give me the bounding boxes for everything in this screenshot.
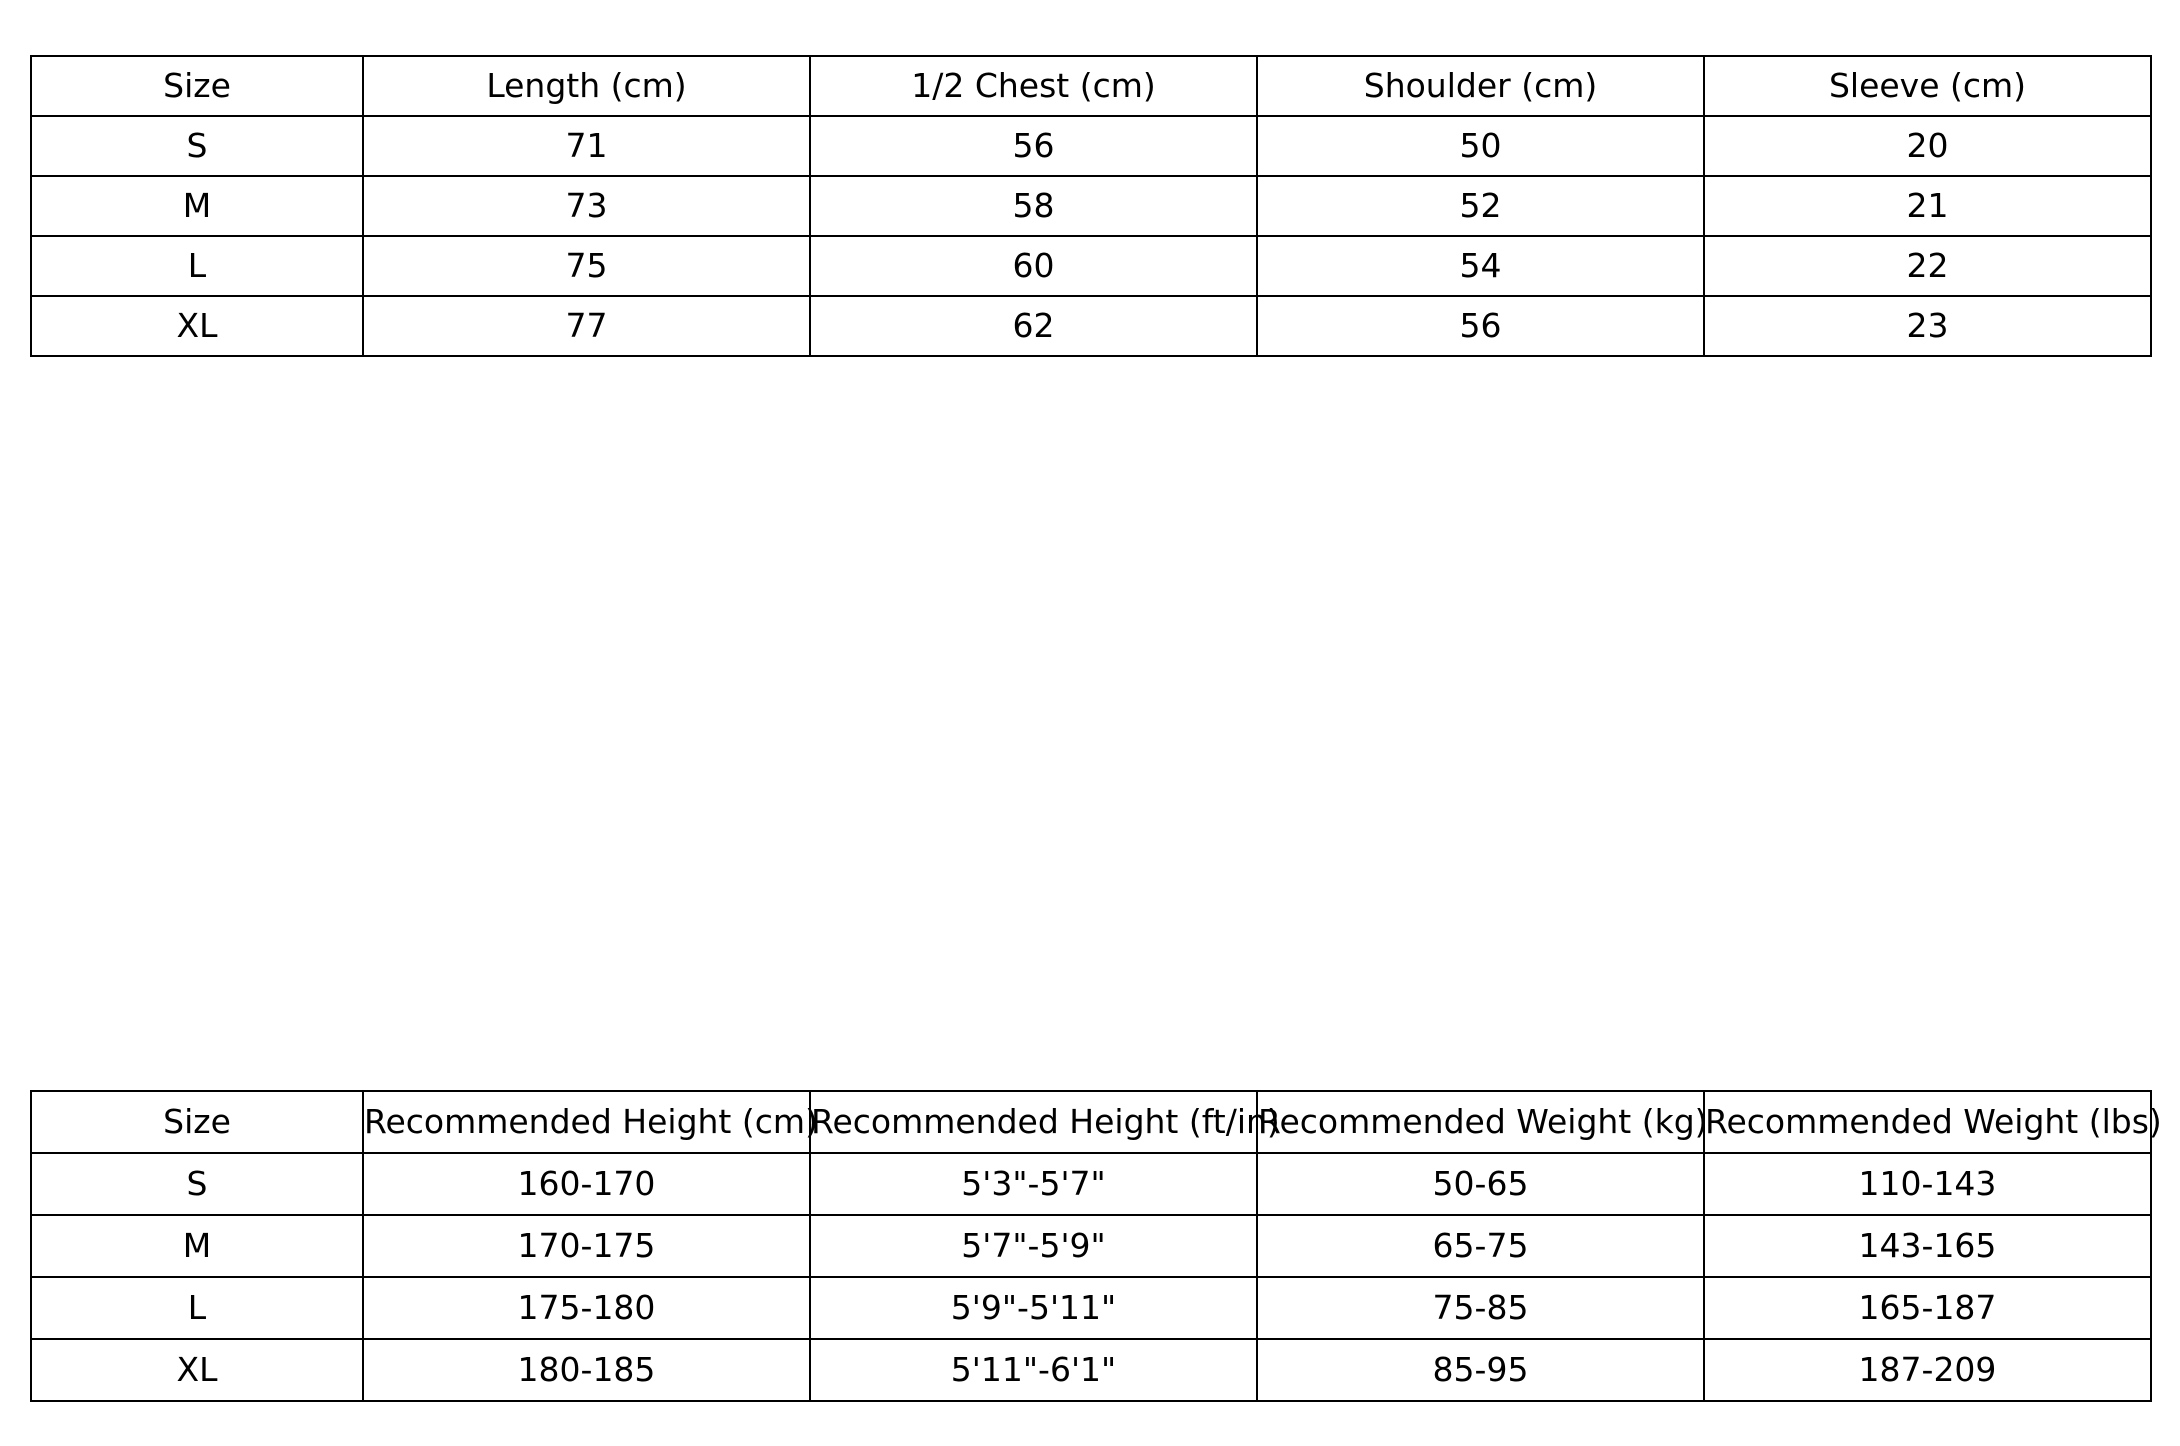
cell-shoulder: 56 <box>1257 296 1704 356</box>
cell-shoulder: 50 <box>1257 116 1704 176</box>
cell-sleeve: 20 <box>1704 116 2151 176</box>
garment-measurements-table <box>30 55 2152 357</box>
table-row <box>31 1339 2151 1401</box>
cell-height-ftin: 5'7"-5'9" <box>810 1215 1257 1277</box>
column-header-height-ftin <box>810 1091 1280 1153</box>
cell-size: S <box>31 116 363 176</box>
table-header-row <box>31 1091 2151 1153</box>
cell-height-cm: 170-175 <box>363 1215 810 1277</box>
cell-weight-lbs: 165-187 <box>1704 1277 2151 1339</box>
column-header-height-cm-text: Recommended Height (cm) <box>364 1101 818 1141</box>
table-row <box>31 1277 2151 1339</box>
cell-height-cm: 180-185 <box>363 1339 810 1401</box>
cell-weight-kg: 85-95 <box>1257 1339 1704 1401</box>
cell-half-chest: 60 <box>810 236 1257 296</box>
cell-size: S <box>31 1153 363 1215</box>
cell-weight-kg: 65-75 <box>1257 1215 1704 1277</box>
column-header-weight-kg-text: Recommended Weight (kg) <box>1258 1101 1708 1141</box>
cell-height-cm: 175-180 <box>363 1277 810 1339</box>
cell-size: XL <box>31 1339 363 1401</box>
cell-half-chest: 56 <box>810 116 1257 176</box>
table-row <box>31 116 2151 176</box>
column-header-size-text: Size <box>163 1101 231 1141</box>
cell-weight-lbs: 187-209 <box>1704 1339 2151 1401</box>
cell-shoulder: 52 <box>1257 176 1704 236</box>
table-row <box>31 296 2151 356</box>
cell-shoulder: 54 <box>1257 236 1704 296</box>
cell-sleeve: 22 <box>1704 236 2151 296</box>
cell-size: M <box>31 176 363 236</box>
cell-sleeve: 23 <box>1704 296 2151 356</box>
cell-size: M <box>31 1215 363 1277</box>
column-header-half-chest: 1/2 Chest (cm) <box>810 56 1257 116</box>
cell-weight-kg: 50-65 <box>1257 1153 1704 1215</box>
recommended-sizing-table <box>30 1090 2162 1402</box>
cell-size: XL <box>31 296 363 356</box>
cell-height-ftin: 5'3"-5'7" <box>810 1153 1257 1215</box>
cell-half-chest: 58 <box>810 176 1257 236</box>
cell-weight-lbs: 110-143 <box>1704 1153 2151 1215</box>
column-header-weight-kg <box>1257 1091 1708 1153</box>
column-header-size: Size <box>31 56 363 116</box>
column-header-weight-lbs-text: Recommended Weight (lbs) <box>1705 1101 2162 1141</box>
cell-length: 71 <box>363 116 810 176</box>
table-header-row <box>31 56 2151 116</box>
column-header-shoulder: Shoulder (cm) <box>1257 56 1704 116</box>
cell-height-ftin: 5'9"-5'11" <box>810 1277 1257 1339</box>
column-header-sleeve: Sleeve (cm) <box>1704 56 2151 116</box>
cell-weight-kg: 75-85 <box>1257 1277 1704 1339</box>
cell-sleeve: 21 <box>1704 176 2151 236</box>
column-header-length: Length (cm) <box>363 56 810 116</box>
table-row <box>31 236 2151 296</box>
cell-length: 73 <box>363 176 810 236</box>
cell-length: 75 <box>363 236 810 296</box>
cell-size: L <box>31 236 363 296</box>
cell-height-ftin: 5'11"-6'1" <box>810 1339 1257 1401</box>
table-row <box>31 1153 2151 1215</box>
column-header-size <box>31 1091 363 1153</box>
column-header-weight-lbs <box>1704 1091 2162 1153</box>
table-row <box>31 1215 2151 1277</box>
table-row <box>31 176 2151 236</box>
column-header-height-ftin-text: Recommended Height (ft/in) <box>811 1101 1280 1141</box>
cell-weight-lbs: 143-165 <box>1704 1215 2151 1277</box>
cell-half-chest: 62 <box>810 296 1257 356</box>
column-header-height-cm <box>363 1091 818 1153</box>
cell-length: 77 <box>363 296 810 356</box>
cell-height-cm: 160-170 <box>363 1153 810 1215</box>
cell-size: L <box>31 1277 363 1339</box>
